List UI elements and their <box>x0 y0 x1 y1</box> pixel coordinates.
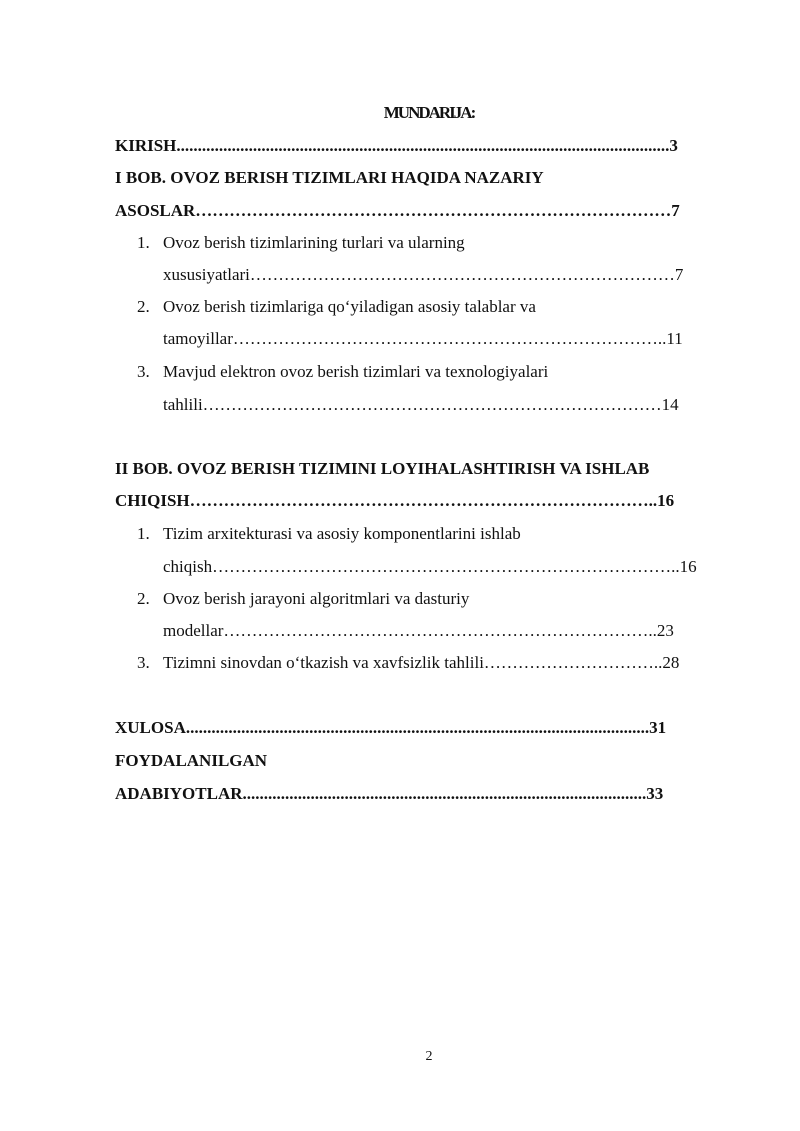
toc-section-number: 1. <box>137 233 150 252</box>
toc-section-2-3 <box>137 653 679 673</box>
toc-section-text: Tizimni sinovdan o‘tkazish va xavfsizlik tahlili…………………………..28 <box>163 653 680 672</box>
toc-section-2-1-cont: chiqish………………………………………………………………………..16 <box>163 557 697 576</box>
toc-section-number: 2. <box>137 297 150 316</box>
toc-section-1-1 <box>137 233 465 253</box>
toc-chapter-1-title: I BOB. OVOZ BERISH TIZIMLARI HAQIDA NAZARIY <box>115 168 544 187</box>
toc-section-2-1 <box>137 524 521 544</box>
page-number: 2 <box>425 1049 433 1064</box>
toc-section-text: Ovoz berish jarayoni algoritmlari va dasturiy <box>163 589 470 608</box>
toc-references-title-cont: ADABIYOTLAR...............................................................................................33 <box>115 784 664 803</box>
toc-section-number: 3. <box>137 653 150 672</box>
toc-section-1-2 <box>137 297 536 317</box>
toc-section-2-2-cont: modellar…………………………………………………………………..23 <box>163 621 674 640</box>
toc-section-text: Ovoz berish tizimlarining turlari va ularning <box>163 233 465 252</box>
toc-section-number: 1. <box>137 524 150 543</box>
toc-section-1-3-cont: tahlili………………………………………………………………………14 <box>163 395 679 414</box>
toc-chapter-2-title: II BOB. OVOZ BERISH TIZIMINI LOYIHALASHTIRISH VA ISHLAB <box>115 459 650 478</box>
toc-section-number: 3. <box>137 362 150 381</box>
toc-chapter-1-title-cont: ASOSLAR…………………………………………………………………………7 <box>115 201 680 220</box>
toc-xulosa: XULOSA.............................................................................................................31 <box>115 718 667 737</box>
toc-kirish: KIRISH....................................................................................................................3 <box>115 136 678 155</box>
toc-section-1-2-cont: tamoyillar…………………………………………………………………..11 <box>163 329 683 348</box>
toc-section-text: Tizim arxitekturasi va asosiy komponentlarini ishlab <box>163 524 521 543</box>
toc-section-text: Ovoz berish tizimlariga qo‘yiladigan asosiy talablar va <box>163 297 536 316</box>
toc-chapter-2-title-cont: CHIQISH………………………………………………………………………..16 <box>115 491 675 510</box>
toc-section-number: 2. <box>137 589 150 608</box>
page-title: MUNDARIJA: <box>383 103 475 122</box>
toc-section-1-1-cont: xususiyatlari…………………………………………………………………7 <box>163 265 684 284</box>
toc-section-2-2 <box>137 589 469 609</box>
toc-section-text: Mavjud elektron ovoz berish tizimlari va texnologiyalari <box>163 362 549 381</box>
toc-references-title: FOYDALANILGAN <box>115 751 268 770</box>
toc-section-1-3 <box>137 362 548 382</box>
